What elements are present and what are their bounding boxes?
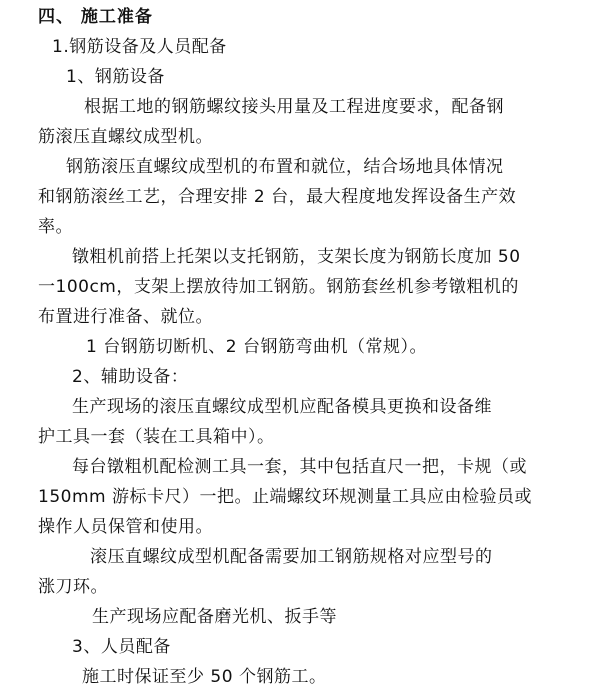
item-title-personnel: 3、人员配备 (72, 637, 171, 657)
paragraph-line: 护工具一套（装在工具箱中）。 (38, 427, 275, 447)
paragraph-line: 钢筋滚压直螺纹成型机的布置和就位，结合场地具体情况 (66, 157, 504, 177)
paragraph-line: 操作人员保管和使用。 (38, 517, 213, 537)
paragraph-line: 布置进行准备、就位。 (38, 307, 213, 327)
paragraph-line: 镦粗机前搭上托架以支托钢筋，支架长度为钢筋长度加 50 (72, 247, 521, 267)
paragraph-line: 筋滚压直螺纹成型机。 (38, 127, 213, 147)
paragraph-line: 滚压直螺纹成型机配备需要加工钢筋规格对应型号的 (90, 547, 493, 567)
paragraph-line: 每台镦粗机配检测工具一套，其中包括直尺一把，卡规（或 (72, 457, 527, 477)
item-title-auxiliary-equipment: 2、辅助设备： (72, 367, 189, 387)
paragraph-line: 生产现场的滚压直螺纹成型机应配备模具更换和设备维 (72, 397, 492, 417)
section-heading: 四、 施工准备 (38, 7, 153, 27)
subsection-title: 1.钢筋设备及人员配备 (52, 37, 227, 57)
paragraph-line: 涨刀环。 (38, 577, 108, 597)
paragraph-line: 一100cm，支架上摆放待加工钢筋。钢筋套丝机参考镦粗机的 (38, 277, 519, 297)
paragraph-line: 率。 (38, 217, 73, 237)
paragraph-line: 生产现场应配备磨光机、扳手等 (92, 607, 337, 627)
paragraph-line: 和钢筋滚丝工艺，合理安排 2 台，最大程度地发挥设备生产效 (38, 187, 517, 207)
paragraph-line: 1 台钢筋切断机、2 台钢筋弯曲机（常规）。 (86, 337, 427, 357)
paragraph-line: 150mm 游标卡尺）一把。止端螺纹环规测量工具应由检验员或 (38, 487, 532, 507)
paragraph-line: 根据工地的钢筋螺纹接头用量及工程进度要求，配备钢 (84, 97, 504, 117)
item-title-steel-equipment: 1、钢筋设备 (66, 67, 165, 87)
paragraph-line: 施工时保证至少 50 个钢筋工。 (82, 667, 327, 687)
